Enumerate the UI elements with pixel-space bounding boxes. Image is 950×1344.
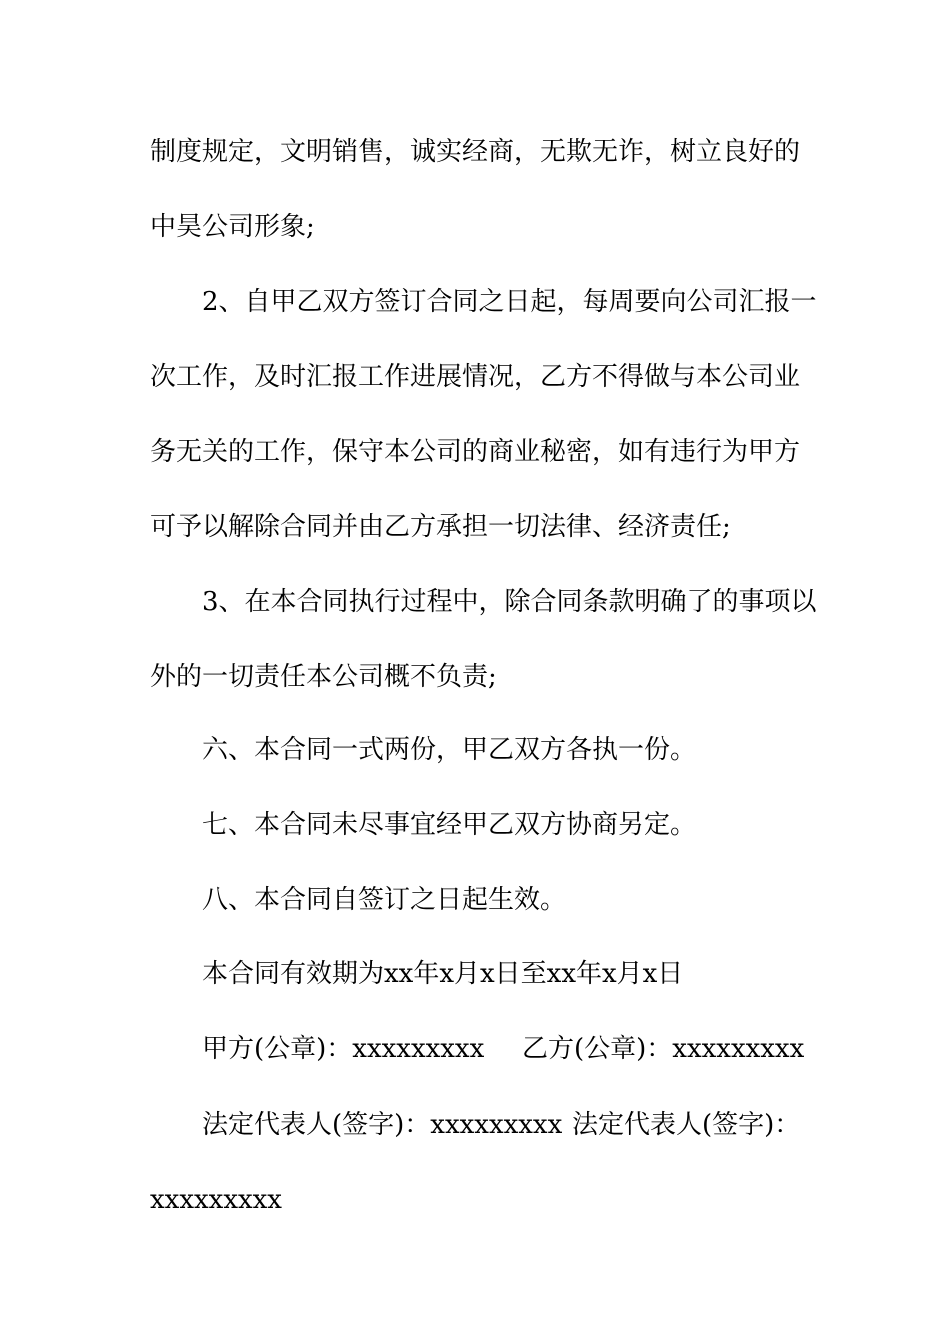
party-b-seal: 乙方(公章)：xxxxxxxxx <box>522 1034 805 1064</box>
clause-seven: 七、本合同未尽事宜经甲乙双方协商另定。 <box>202 810 697 840</box>
party-a-seal: 甲方(公章)：xxxxxxxxx <box>202 1034 485 1064</box>
clause-eight: 八、本合同自签订之日起生效。 <box>202 885 567 915</box>
paragraph-line-5: 务无关的工作，保守本公司的商业秘密，如有违行为甲方 <box>150 437 801 467</box>
paragraph-line-8: 外的一切责任本公司概不负责; <box>150 662 497 692</box>
paragraph-line-4: 次工作，及时汇报工作进展情况，乙方不得做与本公司业 <box>150 362 801 392</box>
party-b-representative: 法定代表人(签字)： <box>572 1110 801 1140</box>
clause-six: 六、本合同一式两份，甲乙双方各执一份。 <box>202 735 697 765</box>
validity-period: 本合同有效期为xx年x月x日至xx年x月x日 <box>202 959 684 989</box>
party-b-representative-value: xxxxxxxxx <box>150 1185 282 1215</box>
paragraph-line-7: 3、在本合同执行过程中，除合同条款明确了的事项以 <box>202 587 817 617</box>
paragraph-line-6: 可予以解除合同并由乙方承担一切法律、经济责任; <box>150 512 731 542</box>
paragraph-line-2: 中昊公司形象; <box>150 212 315 242</box>
paragraph-line-1: 制度规定，文明销售，诚实经商，无欺无诈，树立良好的 <box>150 137 801 167</box>
paragraph-line-3: 2、自甲乙双方签订合同之日起，每周要向公司汇报一 <box>202 287 817 317</box>
party-a-representative: 法定代表人(签字)：xxxxxxxxx <box>202 1110 563 1140</box>
